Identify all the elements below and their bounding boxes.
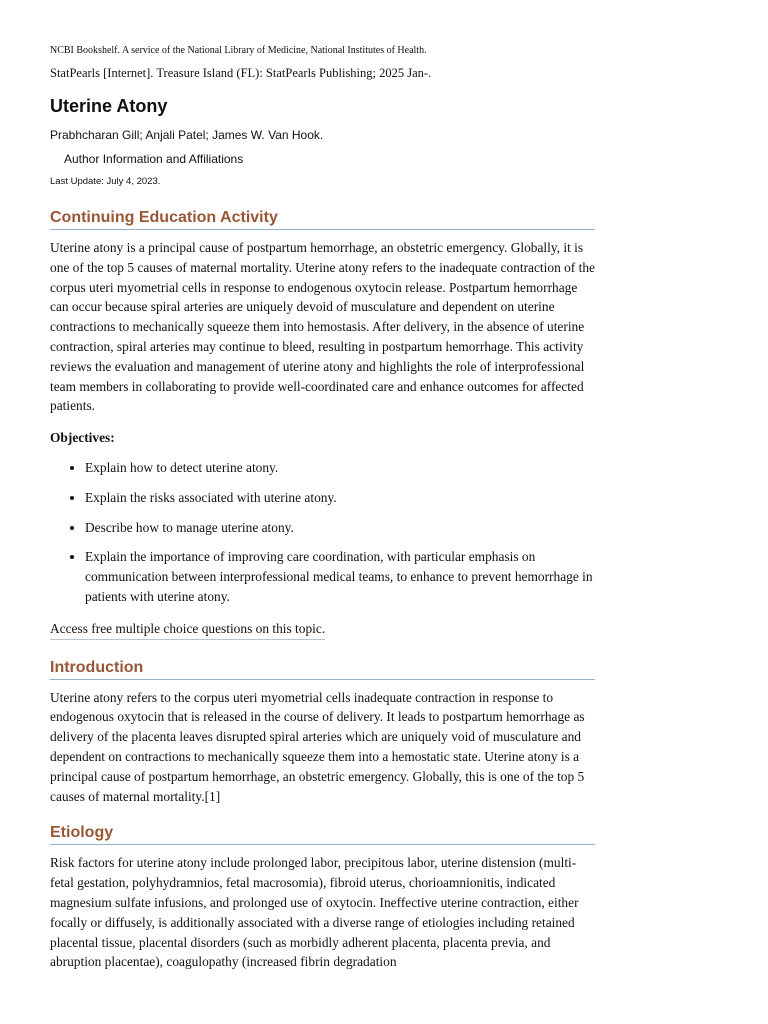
bookshelf-masthead: NCBI Bookshelf. A service of the National Library of Medicine, National Institutes of Health. (50, 45, 427, 56)
book-citation: StatPearls [Internet]. Treasure Island (FL): StatPearls Publishing; 2025 Jan-. (50, 66, 432, 80)
section-heading-introduction: Introduction (50, 658, 595, 680)
page-title: Uterine Atony (50, 96, 168, 116)
objectives-list (50, 458, 595, 607)
objective-item: • Explain the importance of improving care coordination, with particular emphasis on communication between interprofessional medical teams, to enhance to prevent hemorrhage in patients with uterine atony. (85, 547, 595, 606)
section-heading-continuing-education: Continuing Education Activity (50, 208, 595, 230)
last-update-date: Last Update: July 4, 2023. (50, 176, 161, 187)
intro-text: Uterine atony refers to the corpus uteri myometrial cells inadequate contraction in response to endogenous oxytocin that is released in the course of delivery. It leads to postpartum hemorrhage as delivery of the placenta leaves disrupted spiral arteries which are uniquely void of musculature and dependent on contractions to mechanically squeeze them into a hemostatic state. Uterine atony is a principal cause of postpartum hemorrhage, an obstetric emergency. Globally, this is one of the top 5 causes of maternal mortality. (50, 689, 585, 804)
objective-item: • Explain the risks associated with uterine atony. (85, 488, 595, 508)
section-heading-etiology: Etiology (50, 823, 595, 845)
author-affiliations-toggle[interactable]: Author Information and Affiliations (64, 152, 244, 166)
mcq-access-link[interactable]: Access free multiple choice questions on this topic. (50, 619, 325, 640)
citation-ref-link[interactable]: [1] (204, 788, 221, 804)
author-list: Prabhcharan Gill; Anjali Patel; James W. Van Hook. (50, 128, 324, 142)
ce-paragraph: Uterine atony is a principal cause of postpartum hemorrhage, an obstetric emergency. Globally, it is one of the top 5 causes of maternal mortality. Uterine atony refers to the inadequate contraction of the corpus uteri myometrial cells in response to endogenous oxytocin release. Postpartum hemorrhage can occur because spiral arteries are uniquely devoid of musculature and dependent on uterine contractions to mechanically squeeze them into hemostasis. After delivery, in the absence of uterine contraction, spiral arteries may continue to bleed, resulting in postpartum hemorrhage. This activity reviews the evaluation and management of uterine atony and highlights the role of interprofessional team members in collaborating to provide well-coordinated care and enhance outcomes for affected patients. (50, 240, 595, 414)
objective-item: • Describe how to manage uterine atony. (85, 518, 595, 538)
article-page (50, 0, 595, 972)
objectives-label: Objectives: (50, 430, 115, 446)
etiology-paragraph: Risk factors for uterine atony include prolonged labor, precipitous labor, uterine distension (multi-fetal gestation, polyhydramnios, fetal macrosomia), fibroid uterus, chorioamnionitis, indicated magnesium sulfate infusions, and prolonged use of oxytocin. Ineffective uterine contraction, either focally or diffusely, is additionally associated with a diverse range of etiologies including retained placental tissue, placental disorders (such as morbidly adherent placenta, placenta previa, and abruption placentae), coagulopathy (increased fibrin degradation (50, 855, 579, 970)
intro-paragraph (50, 688, 595, 807)
objective-item: • Explain how to detect uterine atony. (85, 458, 595, 478)
